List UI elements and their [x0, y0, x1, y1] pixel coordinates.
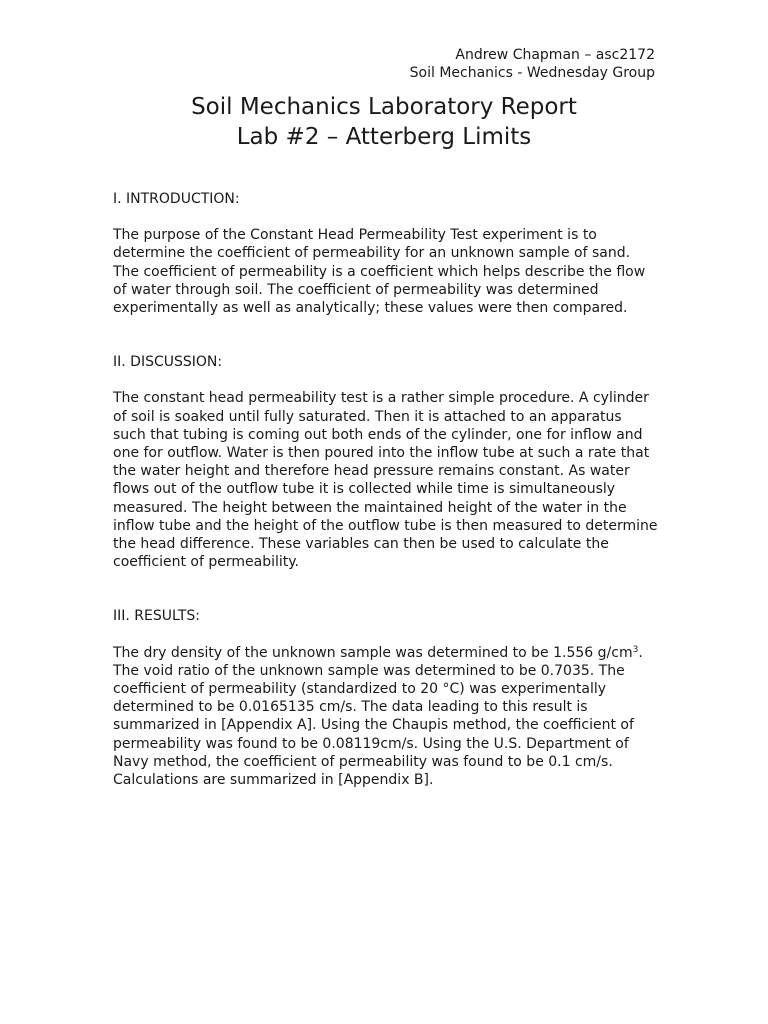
results-text-part-1: The dry density of the unknown sample was determined to be 1.556 g/cm	[113, 644, 633, 661]
section-heading: I. INTRODUCTION:	[113, 191, 240, 207]
section-heading: II. DISCUSSION:	[113, 354, 223, 371]
section-text: The constant head permeability test is a rather simple procedure. A cylinder of soil is soaked until fully saturated. Then it is attached to an apparatus such that tubing is coming out both ends of the cylinder, one for inflow and one for outflow. Water is then poured into the inflow tube at such a rate that the water height and therefore head pressure remains constant. As water flows out of the outflow tube it is collected while time is simultaneously measured. The height between the maintained height of the water in the inflow tube and the height of the outflow tube is then measured to determine the head difference. These variables can then be used to calculate the coefficient of permeability.	[113, 390, 658, 571]
author-line: Andrew Chapman – asc2172	[455, 47, 655, 63]
author-block	[410, 46, 655, 82]
section-heading: III. RESULTS:	[113, 608, 201, 625]
section-text	[113, 644, 658, 790]
course-line: Soil Mechanics - Wednesday Group	[409, 65, 655, 81]
superscript-3: 3	[632, 644, 639, 655]
title-line-2: Lab #2 – Atterberg Limits	[236, 124, 532, 150]
report-title	[0, 92, 768, 152]
section-text: The purpose of the Constant Head Permeability Test experiment is to determine the coefficient of permeability for an unknown sample of sand. The coefficient of permeability is a coefficient which helps describe the flow of water through soil. The coefficient of permeability was determined experimentally as well as analytically; these values were then compared.	[113, 227, 646, 317]
section-results	[113, 607, 658, 789]
results-text-part-2: . The void ratio of the unknown sample was determined to be 0.7035. The coefficient of permeability (standardized to 20 °C) was experimentally determined to be 0.0165135 cm/s. The data leading to this result is summarized in [Appendix A]. Using the Chaupis method, the coefficient of permeability was found to be 0.08119cm/s. Using the U.S. Department of Navy method, the coefficient of permeability was found to be 0.1 cm/s. Calculations are summarized in [Appendix B].	[113, 644, 643, 789]
report-body	[113, 190, 658, 825]
section-introduction	[113, 190, 658, 317]
title-line-1: Soil Mechanics Laboratory Report	[191, 94, 577, 120]
section-discussion	[113, 353, 658, 571]
